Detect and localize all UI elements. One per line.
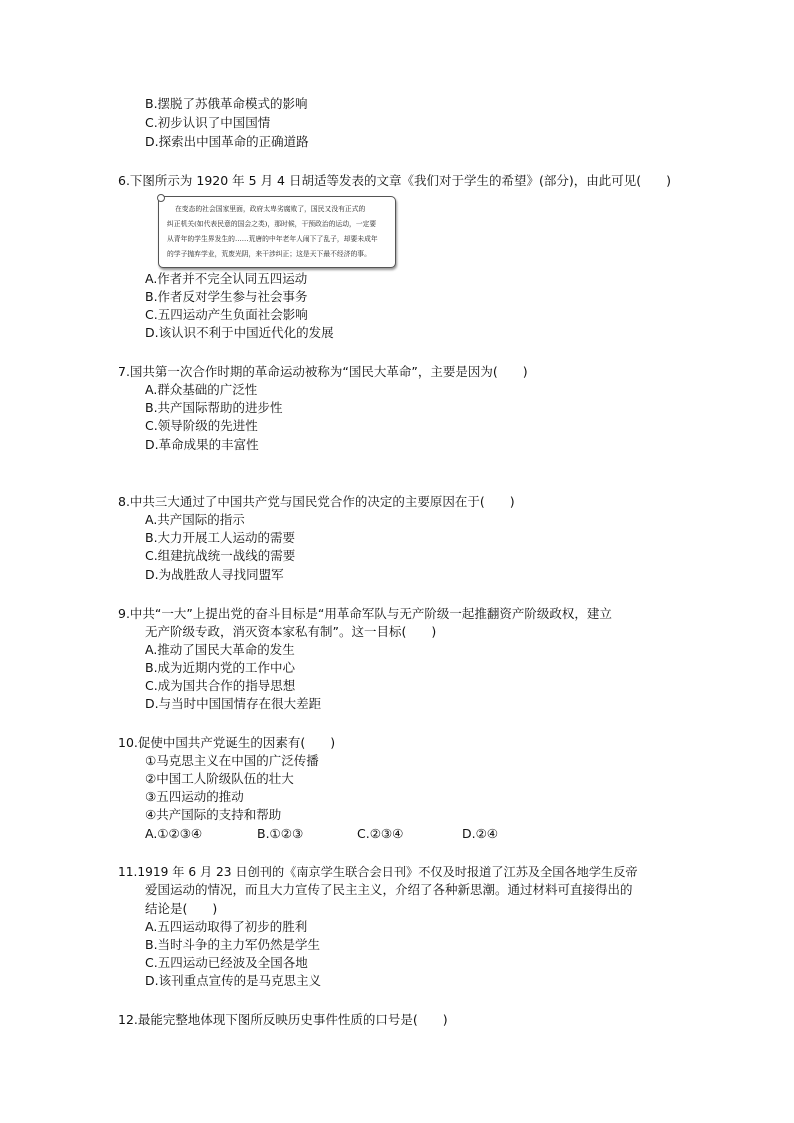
q10-item-1: ①马克思主义在中国的广泛传播 [145, 753, 319, 768]
q6-excerpt-line-3: 从青年的学生界发生的……荒唐的中年老年人闹下了乱子，却要未成年 [167, 235, 378, 243]
q6-option-d: D.该认识不利于中国近代化的发展 [145, 325, 334, 340]
q6-excerpt-box [158, 196, 396, 268]
q5-option-c: C.初步认识了中国国情 [145, 115, 271, 130]
q9-stem-line-2: 无产阶级专政，消灭资本家私有制”。这一目标( ) [145, 624, 437, 639]
q10-option-d: D.②④ [462, 826, 499, 841]
q10-option-c: C.②③④ [357, 826, 404, 841]
q7-option-c: C.领导阶级的先进性 [145, 418, 258, 433]
q9-stem-line-1: 9.中共“一大”上提出党的奋斗目标是“用革命军队与无产阶级一起推翻资产阶级政权，建立 [118, 606, 612, 621]
q10-item-4: ④共产国际的支持和帮助 [145, 807, 282, 822]
q9-option-b: B.成为近期内党的工作中心 [145, 660, 296, 675]
q9-option-d: D.与当时中国国情存在很大差距 [145, 696, 322, 711]
q5-option-b: B.摆脱了苏俄革命模式的影响 [145, 96, 308, 111]
q6-option-c: C.五四运动产生负面社会影响 [145, 307, 308, 322]
q11-option-c: C.五四运动已经波及全国各地 [145, 955, 308, 970]
q6-excerpt-line-4: 的学子抛弃学业，荒废光阴，来干涉纠正；这是天下最不经济的事。 [167, 250, 371, 258]
q9-option-a: A.推动了国民大革命的发生 [145, 642, 295, 657]
q6-stem: 6.下图所示为 1920 年 5 月 4 日胡适等发表的文章《我们对于学生的希望》(部分)，由此可见( ) [118, 173, 671, 188]
q11-option-a: A.五四运动取得了初步的胜利 [145, 919, 308, 934]
q8-option-a: A.共产国际的指示 [145, 512, 245, 527]
q10-stem: 10.促使中国共产党诞生的因素有( ) [118, 735, 336, 750]
q8-option-c: C.组建抗战统一战线的需要 [145, 548, 296, 563]
q6-excerpt-line-2: 纠正机关(如代表民意的国会之类)，那时候，干预政治的运动，一定要 [167, 220, 377, 228]
q6-excerpt-line-1: 在变态的社会国家里面，政府太卑劣腐败了，国民又没有正式的 [175, 205, 366, 213]
q9-option-c: C.成为国共合作的指导思想 [145, 678, 296, 693]
q11-option-b: B.当时斗争的主力军仍然是学生 [145, 937, 321, 952]
q8-option-b: B.大力开展工人运动的需要 [145, 530, 296, 545]
q7-option-a: A.群众基础的广泛性 [145, 382, 258, 397]
q5-option-d: D.探索出中国革命的正确道路 [145, 134, 309, 149]
q7-stem: 7.国共第一次合作时期的革命运动被称为“国民大革命”，主要是因为( ) [118, 364, 528, 379]
q7-option-d: D.革命成果的丰富性 [145, 437, 259, 452]
q8-stem: 8.中共三大通过了中国共产党与国民党合作的决定的主要原因在于( ) [118, 494, 515, 509]
q10-option-b: B.①②③ [257, 826, 304, 841]
q12-stem: 12.最能完整地体现下图所反映历史事件性质的口号是( ) [118, 1012, 448, 1027]
q10-item-3: ③五四运动的推动 [145, 789, 244, 804]
q11-option-d: D.该刊重点宣传的是马克思主义 [145, 973, 322, 988]
q6-option-b: B.作者反对学生参与社会事务 [145, 289, 308, 304]
scroll-corner-icon [157, 194, 165, 202]
q11-stem-line-3: 结论是( ) [145, 901, 218, 916]
q11-stem-line-2: 爱国运动的情况，而且大力宣传了民主主义，介绍了各种新思潮。通过材料可直接得出的 [145, 882, 633, 897]
q11-stem-line-1: 11.1919 年 6 月 23 日创刊的《南京学生联合会日刊》不仅及时报道了江苏及全国各地学生反帝 [118, 865, 638, 879]
q8-option-d: D.为战胜敌人寻找同盟军 [145, 567, 284, 582]
q6-option-a: A.作者并不完全认同五四运动 [145, 271, 308, 286]
q10-option-a: A.①②③④ [145, 826, 203, 841]
q7-option-b: B.共产国际帮助的进步性 [145, 400, 283, 415]
q10-item-2: ②中国工人阶级队伍的壮大 [145, 771, 294, 786]
